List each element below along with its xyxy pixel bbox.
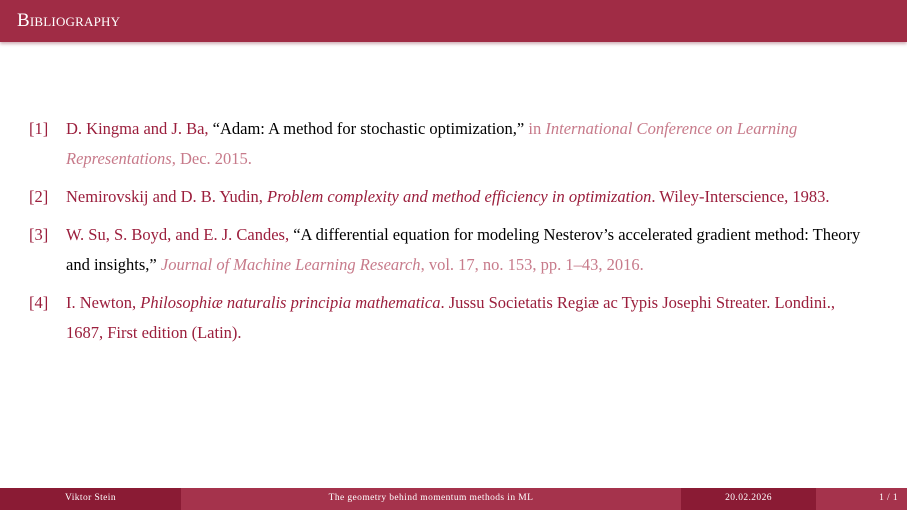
footer-talk-title: The geometry behind momentum methods in ML xyxy=(181,488,681,510)
bib-rest: . Wiley-Interscience, 1983. xyxy=(651,187,830,206)
bib-number: [3] xyxy=(29,225,49,244)
bib-in: in xyxy=(524,119,546,138)
bib-number: [4] xyxy=(29,293,49,312)
bib-title: “Adam: A method for stochastic optimization,” xyxy=(212,119,525,138)
slide-title: Bibliography xyxy=(17,10,121,31)
slide-header xyxy=(0,0,907,42)
bib-entry xyxy=(29,220,869,280)
bib-text xyxy=(66,288,869,348)
bib-rest: , Dec. 2015. xyxy=(171,149,252,168)
bib-text xyxy=(66,220,869,280)
bib-authors: W. Su, S. Boyd, and E. J. Candes, xyxy=(66,225,290,244)
bib-venue: Journal of Machine Learning Research xyxy=(160,255,421,274)
footer-author: Viktor Stein xyxy=(0,488,181,510)
bib-text xyxy=(66,114,869,174)
bib-entry xyxy=(29,114,869,174)
bib-title: Philosophiæ naturalis principia mathematica xyxy=(140,293,441,312)
bibliography-list xyxy=(29,114,869,356)
bib-venue: International Conference on Learning Representations xyxy=(66,119,798,168)
bib-title: Problem complexity and method efficiency in optimization xyxy=(267,187,652,206)
bib-authors: D. Kingma and J. Ba, xyxy=(66,119,209,138)
bib-text xyxy=(66,182,869,212)
footer-date: 20.02.2026 xyxy=(681,488,816,510)
bib-rest: . Jussu Societatis Regiæ ac Typis Josephi Streater. Londini., 1687, First edition (Latin). xyxy=(66,293,835,342)
bib-entry xyxy=(29,182,869,212)
page-number-text: 1 / 1 xyxy=(879,493,898,503)
bib-authors: I. Newton, xyxy=(66,293,137,312)
slide-footer xyxy=(0,488,907,510)
bib-title: “A differential equation for modeling Nesterov’s accelerated gradient method: Theory and insights,” xyxy=(66,225,861,274)
bib-number: [2] xyxy=(29,187,49,206)
bib-rest: , vol. 17, no. 153, pp. 1–43, 2016. xyxy=(420,255,644,274)
footer-page-number xyxy=(816,488,907,510)
bib-entry xyxy=(29,288,869,348)
bib-number: [1] xyxy=(29,119,49,138)
bib-authors: Nemirovskij and D. B. Yudin, xyxy=(66,187,263,206)
